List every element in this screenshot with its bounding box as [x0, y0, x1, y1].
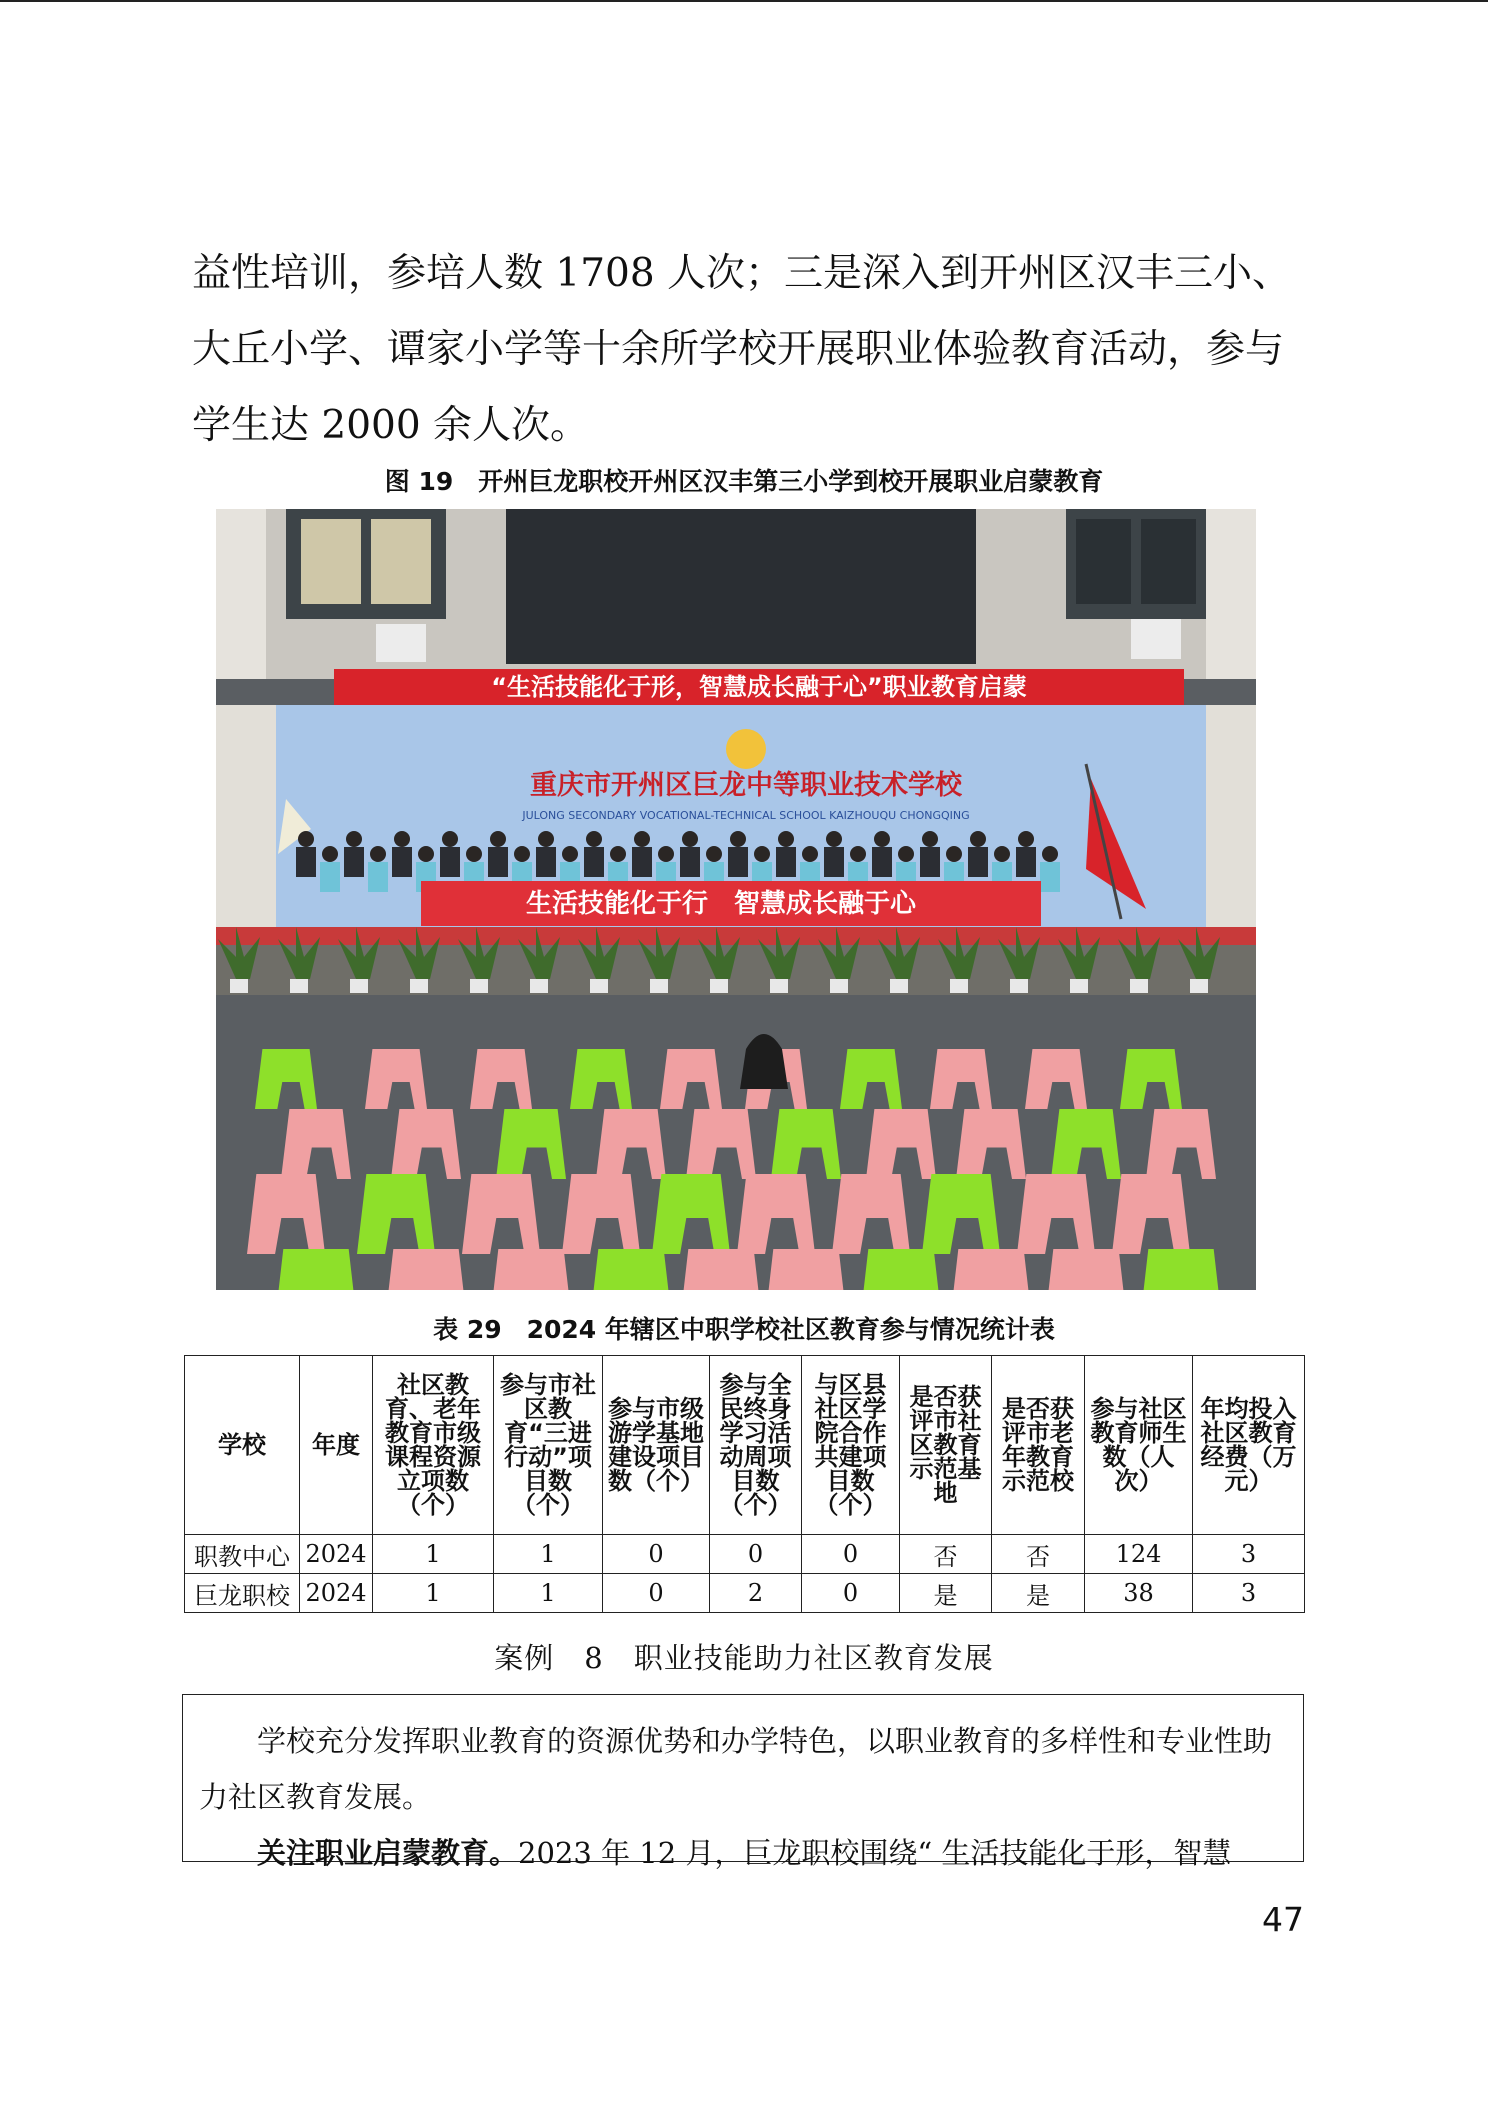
header-cooperation: 与区县社区学院合作共建项目数（个）: [802, 1356, 900, 1535]
table-cell: 职教中心: [185, 1535, 300, 1574]
header-study-tour: 参与市级游学基地建设项目数（个）: [603, 1356, 710, 1535]
case-title: 案例 8 职业技能助力社区教育发展: [494, 1641, 994, 1675]
table-cell: 0: [802, 1574, 900, 1613]
table-cell: 0: [802, 1535, 900, 1574]
led-screen: [506, 509, 976, 664]
case-paragraph-1: 学校充分发挥职业教育的资源优势和办学特色，以职业教育的多样性和专业性助力社区教育发展。: [199, 1724, 1273, 1814]
page-top-rule: [0, 0, 1488, 2]
header-participants: 参与社区教育师生数（人次）: [1085, 1356, 1193, 1535]
header-course-projects: 社区教育、老年教育市级课程资源立项数（个）: [373, 1356, 494, 1535]
event-photo: [216, 509, 1256, 1290]
table-cell: 3: [1193, 1535, 1305, 1574]
table-cell: 是: [992, 1574, 1085, 1613]
figure-caption: 图 19 开州巨龙职校开州区汉丰第三小学到校开展职业启蒙教育: [384, 467, 1104, 496]
case-paragraph-2: [199, 1825, 1287, 1881]
page-number: 47: [1262, 1900, 1304, 1939]
header-learning-week: 参与全民终身学习活动周项目数（个）: [710, 1356, 802, 1535]
header-demo-base: 是否获评市社区教育示范基地: [900, 1356, 992, 1535]
table-cell: 2024: [300, 1535, 373, 1574]
table-cell: 38: [1085, 1574, 1193, 1613]
intro-line-3: 学生达 2000 余人次。: [192, 403, 590, 448]
school-logo-icon: [726, 729, 766, 769]
table-cell: 2024: [300, 1574, 373, 1613]
table-cell: 1: [494, 1574, 603, 1613]
table-row: [185, 1535, 1305, 1574]
table-header-row: [185, 1356, 1305, 1535]
front-banner-text: 生活技能化于行 智慧成长融于心: [525, 889, 917, 919]
table-cell: 否: [900, 1535, 992, 1574]
table-row: [185, 1574, 1305, 1613]
table-cell: 1: [373, 1535, 494, 1574]
table-cell: 0: [710, 1535, 802, 1574]
table-cell: 1: [494, 1535, 603, 1574]
table-caption: 表 29 2024 年辖区中职学校社区教育参与情况统计表: [433, 1315, 1055, 1344]
table-cell: 124: [1085, 1535, 1193, 1574]
case-paragraph-2-text: 2023 年 12 月，巨龙职校围绕“ 生活技能化于形，智慧: [518, 1836, 1232, 1870]
case-box: [182, 1694, 1304, 1870]
table-cell: 是: [900, 1574, 992, 1613]
case-paragraph-2-heading: 关注职业启蒙教育。: [257, 1836, 519, 1870]
table-cell: 0: [603, 1535, 710, 1574]
table-cell: 否: [992, 1535, 1085, 1574]
table-cell: 0: [603, 1574, 710, 1613]
school-name-en: JULONG SECONDARY VOCATIONAL-TECHNICAL SCHOOL KAIZHOUQU CHONGQING: [522, 809, 970, 822]
top-banner-text: “生活技能化于形，智慧成长融于心”职业教育启蒙: [491, 673, 1027, 701]
header-demo-school: 是否获评市老年教育示范校: [992, 1356, 1085, 1535]
table-cell: 2: [710, 1574, 802, 1613]
intro-line-1: 益性培训，参培人数 1708 人次；三是深入到开州区汉丰三小、: [192, 251, 1292, 296]
stats-table: [184, 1355, 1305, 1613]
header-three-entry: 参与市社区教育“三进行动”项目数（个）: [494, 1356, 603, 1535]
header-funding: 年均投入社区教育经费（万元）: [1193, 1356, 1305, 1535]
header-school: 学校: [185, 1356, 300, 1535]
table-cell: 巨龙职校: [185, 1574, 300, 1613]
table-cell: 1: [373, 1574, 494, 1613]
table-cell: 3: [1193, 1574, 1305, 1613]
intro-line-2: 大丘小学、谭家小学等十余所学校开展职业体验教育活动，参与: [192, 327, 1285, 372]
school-name-cn: 重庆市开州区巨龙中等职业技术学校: [530, 770, 962, 801]
header-year: 年度: [300, 1356, 373, 1535]
